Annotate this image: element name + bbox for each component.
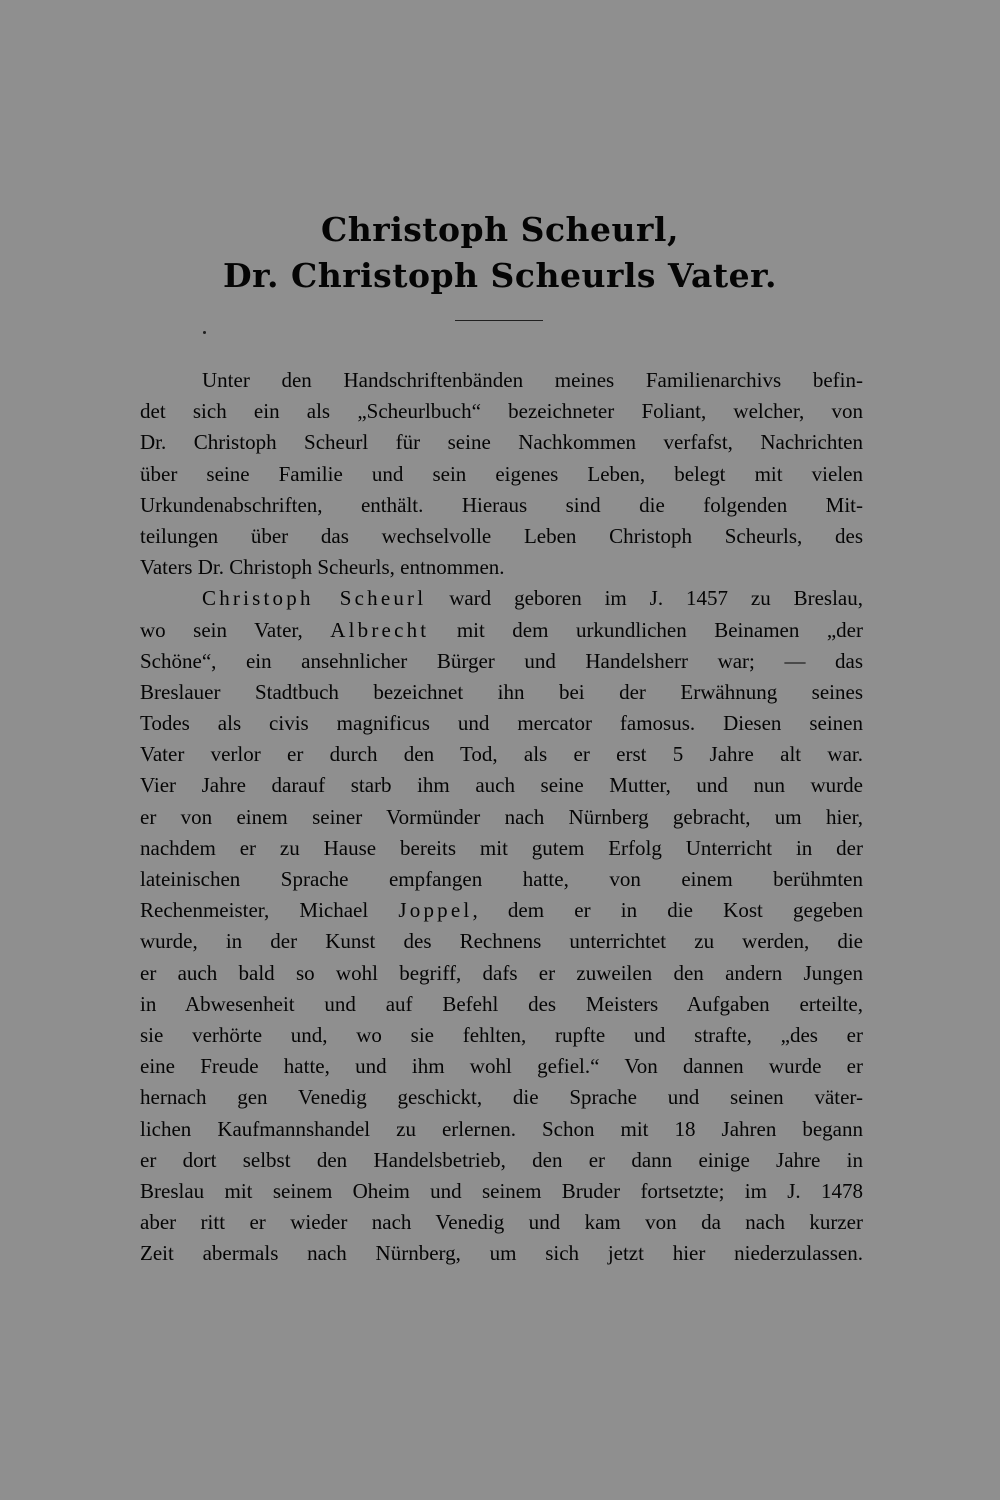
paragraph-2-line: Zeit abermals nach Nürnberg, um sich jetzt hier niederzulassen. <box>140 1241 863 1266</box>
paragraph-2-line: Breslau mit seinem Oheim und seinem Bruder fortsetzte; im J. 1478 <box>140 1178 863 1203</box>
text-run: wo sein Vater, <box>140 617 331 642</box>
paragraph-2-line: lateinischen Sprache empfangen hatte, von einem berühmten <box>140 867 863 891</box>
paragraph-1-line: Dr. Christoph Scheurl für seine Nachkommen verfafst, Nachrichten <box>140 430 863 455</box>
paragraph-2-line <box>140 583 863 614</box>
paragraph-2-line: Vier Jahre darauf starb ihm auch seine Mutter, und nun wurde <box>140 773 863 798</box>
paragraph-2-line: wurde, in der Kunst des Rechnens unterrichtet zu werden, die <box>140 929 863 954</box>
paragraph-2-line: er von einem seiner Vormünder nach Nürnberg gebracht, um hier, <box>140 804 863 829</box>
paragraph-2-line: nachdem er zu Hause bereits mit gutem Erfolg Unterricht in der <box>140 835 863 860</box>
paragraph-1-line: Unter den Handschriftenbänden meines Familienarchivs befin- <box>202 368 863 392</box>
paragraph-1-line: über seine Familie und sein eigenes Leben, belegt mit vielen <box>140 461 863 486</box>
paragraph-2-line <box>140 615 863 646</box>
paragraph-1-line: teilungen über das wechselvolle Leben Christoph Scheurls, des <box>140 523 863 548</box>
spaced-name: Joppel <box>398 898 473 923</box>
paragraph-2-line: Schöne“, ein ansehnlicher Bürger und Handelsherr war; — das <box>140 648 863 673</box>
text-run: Rechenmeister, Michael <box>140 898 399 923</box>
paragraph-2-line: lichen Kaufmannshandel zu erlernen. Schon mit 18 Jahren begann <box>140 1116 863 1141</box>
paragraph-2-line: in Abwesenheit und auf Befehl des Meisters Aufgaben erteilte, <box>140 991 863 1016</box>
paragraph-2-line: er dort selbst den Handelsbetrieb, den er dann einige Jahre in <box>140 1147 863 1172</box>
paragraph-2-line <box>140 895 863 926</box>
title-line-2: Dr. Christoph Scheurls Vater. <box>223 256 777 295</box>
paragraph-2-line: Todes als civis magnificus und mercator famosus. Diesen seinen <box>140 711 863 736</box>
text-run: ward geboren im J. 1457 zu Breslau, <box>426 586 863 611</box>
title-line-1: Christoph Scheurl, <box>321 210 679 249</box>
paragraph-2-line: hernach gen Venedig geschickt, die Sprache und seinen väter- <box>140 1085 863 1110</box>
spaced-name: Christoph Scheurl <box>202 586 427 611</box>
stray-mark <box>203 331 206 334</box>
paragraph-1-line: Vaters Dr. Christoph Scheurls, entnommen. <box>140 555 505 580</box>
text-run: mit dem urkundlichen Beinamen „der <box>429 617 863 642</box>
spaced-name: Albrecht <box>330 617 430 642</box>
title-divider <box>455 320 543 321</box>
paragraph-2-line: eine Freude hatte, und ihm wohl gefiel.“ Von dannen wurde er <box>140 1054 863 1079</box>
paragraph-2-line: aber ritt er wieder nach Venedig und kam von da nach kurzer <box>140 1210 863 1235</box>
text-run: , dem er in die Kost gegeben <box>472 898 863 923</box>
paragraph-2-line: Breslauer Stadtbuch bezeichnet ihn bei der Erwähnung seines <box>140 679 863 704</box>
paragraph-2-line: sie verhörte und, wo sie fehlten, rupfte und strafte, „des er <box>140 1022 863 1047</box>
paragraph-2-line: er auch bald so wohl begriff, dafs er zuweilen den andern Jungen <box>140 960 863 985</box>
paragraph-2-line: Vater verlor er durch den Tod, als er erst 5 Jahre alt war. <box>140 742 863 767</box>
body-text <box>140 365 863 1269</box>
paragraph-1-line: det sich ein als „Scheurlbuch“ bezeichneter Foliant, welcher, von <box>140 399 863 424</box>
paragraph-1-line: Urkundenabschriften, enthält. Hieraus sind die folgenden Mit- <box>140 492 863 517</box>
